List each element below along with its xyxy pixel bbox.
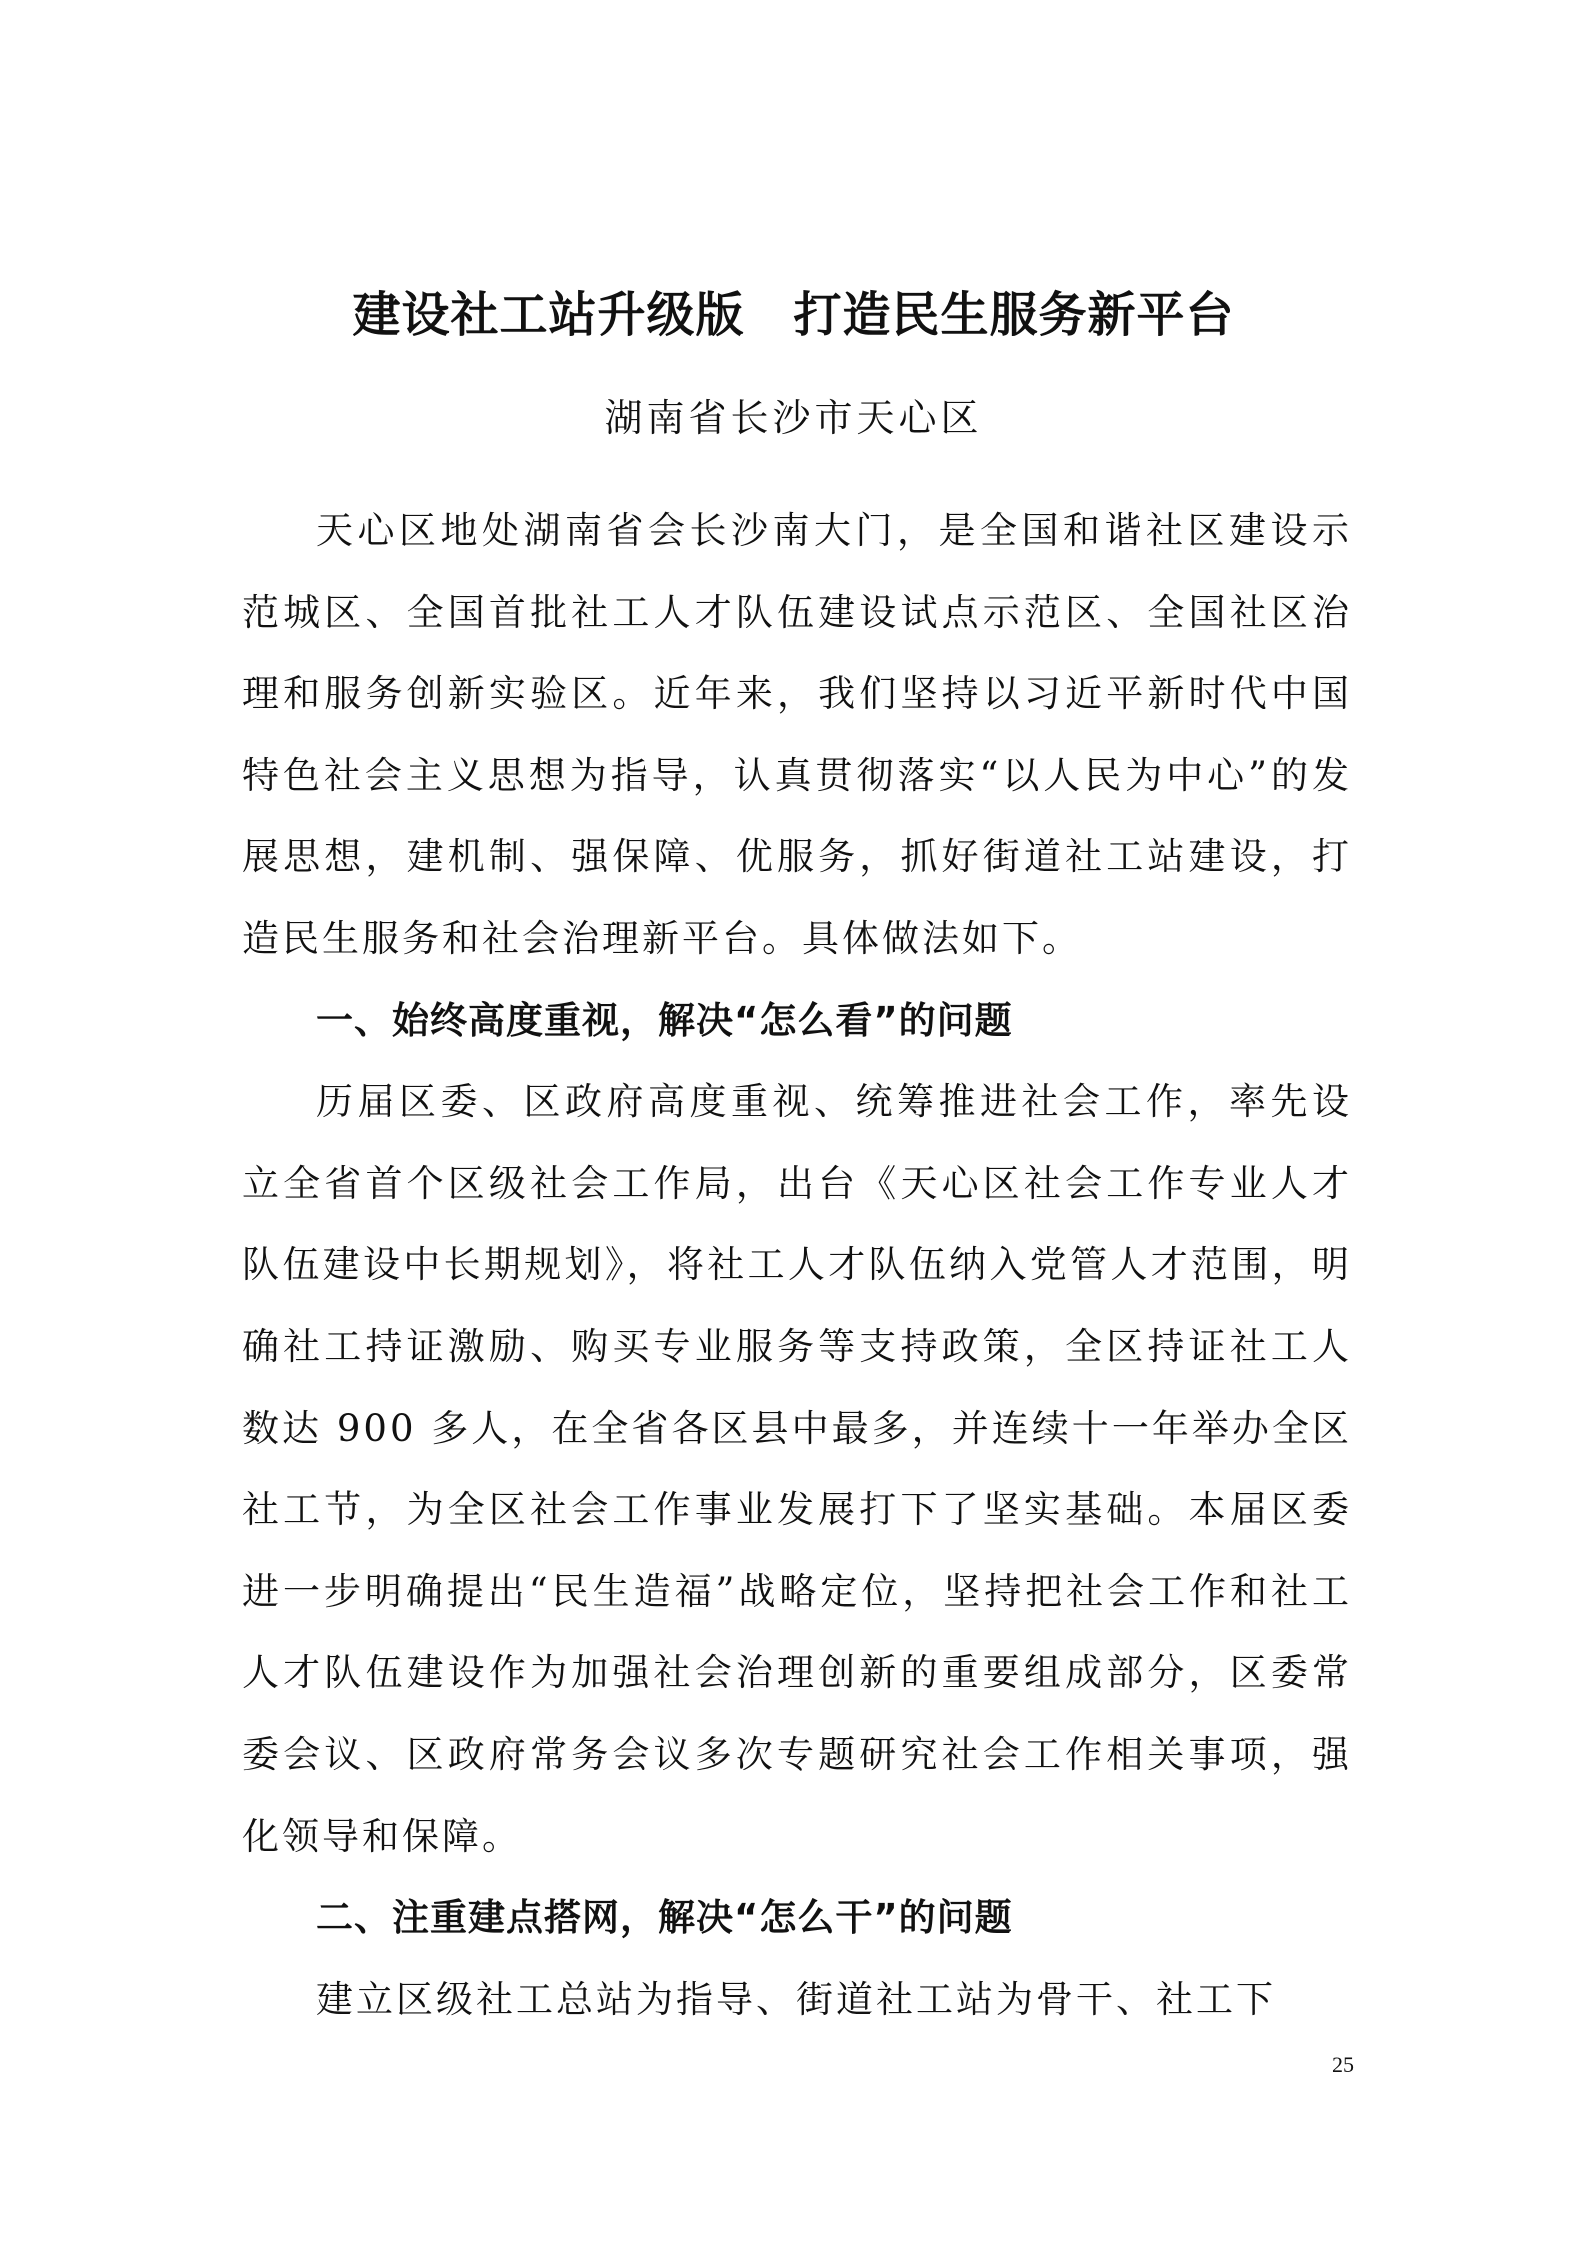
section-1-paragraph: 历届区委、区政府高度重视、统筹推进社会工作，率先设立全省首个区级社会工作局，出台《天心区社会工作专业人才队伍建设中长期规划》，将社工人才队伍纳入党管人才范围，明确社工持证激励、购买专业服务等支持政策，全区持证社工人数达 900 多人，在全省各区县中最多，并连续十一年举办全区社工节，为全区社会工作事业发展打下了坚实基础。本届区委进一步明确提出“民生造福”战略定位，坚持把社会工作和社工人才队伍建设作为加强社会治理创新的重要组成部分，区委常委会议、区政府常务会议多次专题研究社会工作相关事项，强化领导和保障。	[242, 1080, 1352, 1858]
page-number: 25	[1332, 2052, 1354, 2077]
section-1-heading: 一、始终高度重视，解决“怎么看”的问题	[316, 998, 1013, 1042]
document-title: 建设社工站升级版 打造民生服务新平台	[352, 287, 1235, 343]
document-subtitle: 湖南省长沙市天心区	[604, 396, 983, 440]
section-2-heading: 二、注重建点搭网，解决“怎么干”的问题	[316, 1896, 1013, 1940]
document-body	[242, 490, 1352, 2040]
section-2-paragraph: 建立区级社工总站为指导、街道社工站为骨干、社工下	[316, 1977, 1276, 2021]
intro-paragraph: 天心区地处湖南省会长沙南大门，是全国和谐社区建设示范城区、全国首批社工人才队伍建设试点示范区、全国社区治理和服务创新实验区。近年来，我们坚持以习近平新时代中国特色社会主义思想为指导，认真贯彻落实“以人民为中心”的发展思想，建机制、强保障、优服务，抓好街道社工站建设，打造民生服务和社会治理新平台。具体做法如下。	[242, 509, 1352, 960]
